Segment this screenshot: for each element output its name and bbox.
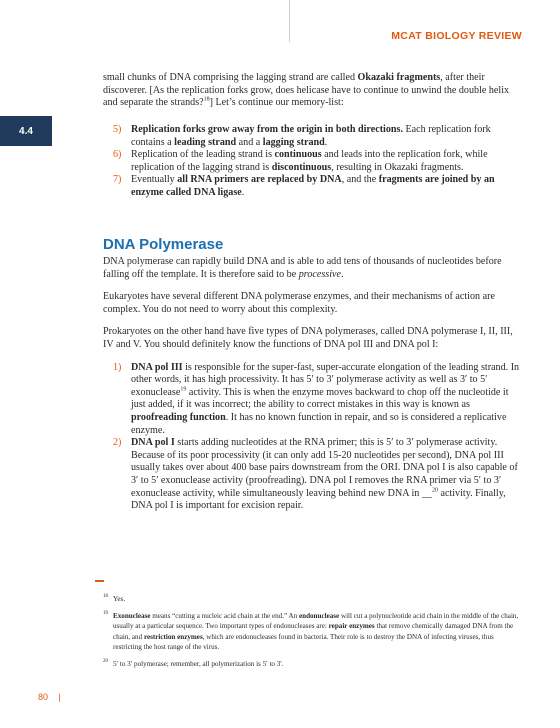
section-heading: DNA Polymerase xyxy=(103,236,224,253)
footnote-divider xyxy=(95,580,104,582)
footnotes xyxy=(103,594,523,676)
polymerase-list xyxy=(103,362,523,513)
running-head: MCAT BIOLOGY REVIEW xyxy=(391,30,522,42)
paragraph: Prokaryotes on the other hand have five types of DNA polymerases, called DNA polymerase I, II, III, IV and V. You should definitely know the functions of DNA pol III and DNA pol I: xyxy=(103,326,513,350)
footnote-19: 19 Exonuclease means “cutting a nucleic acid chain at the end.” An endonuclease will cut a polynucleotide acid chain in the middle of the chain, usually at a particular sequence. Two important types of endonucleases are: repair enzymes that remove chemically damaged DNA from the chain, and restriction enzymes, which are endonucleases found in bacteria. Their role is to destroy the DNA of infecting viruses, thus restricting the host range of the virus. xyxy=(103,610,519,652)
list-item: 1) DNA pol III is responsible for the super-fast, super-accurate elongation of the leading strand. In other words, it has high processivity. It has 5′ to 3′ polymerase activity as well as 3′ to 5′ exonuclease$^{19}$ activity. This is when the enzyme moves backward to chop off the nucleotide it just added, if it was incorrect; the ability to correct mistakes in this way is known as proofreading function. It has no known function in repair, and so is considered a replicative enzyme. xyxy=(113,361,520,436)
footnote-18: 18 Yes. xyxy=(103,594,126,603)
list-item: 2) DNA pol I starts adding nucleotides at the RNA primer; this is 5′ to 3′ polymerase activity. Because of its poor processivity (it can only add 15-20 nucleotides per second), DNA pol III usually takes over about 400 base pairs downstream from the ORI. DNA pol I is also capable of 3′ to 5′ exonuclease activity (proofreading). DNA pol I removes the RNA primer via 5′ to 3′ exonuclease activity, while simultaneously leaving behind new DNA in __$^{20}$ activity. Finally, DNA pol I is important for excision repair. xyxy=(113,437,518,512)
memory-list xyxy=(103,124,523,200)
header-divider xyxy=(289,0,290,42)
page-footer xyxy=(38,692,61,702)
footnote-ref-20[interactable]: 20 xyxy=(431,487,438,494)
footer-separator: | xyxy=(58,692,61,702)
footnote-ref-19[interactable]: 19 xyxy=(180,386,187,393)
footnote-ref-18[interactable]: 18 xyxy=(203,96,210,103)
list-item: 6) Replication of the leading strand is continuous and leads into the replication fork, while replication of the lagging strand is discontinuous, resulting in Okazaki fragments. xyxy=(113,149,488,173)
section-body xyxy=(103,256,523,513)
list-item: 7) Eventually all RNA primers are replaced by DNA, and the fragments are joined by an enzyme called DNA ligase. xyxy=(113,174,495,198)
paragraph: DNA polymerase can rapidly build DNA and is able to add tens of thousands of nucleotides before falling off the template. It is therefore said to be processive. xyxy=(103,256,502,280)
okazaki-term: Okazaki fragments xyxy=(357,72,441,83)
intro-paragraph: small chunks of DNA comprising the lagging strand are called Okazaki fragments, after their discoverer. [As the replication forks grow, does helicase have to continue to unwind the double helix and separate the strands?$^{18}$] Let’s continue our memory-list: xyxy=(103,72,510,109)
list-item: 5) Replication forks grow away from the origin in both directions. Each replication fork contains a leading strand and a lagging strand. xyxy=(113,124,491,148)
section-tab: 4.4 xyxy=(0,116,52,146)
footnote-20: 20 5′ to 3′ polymerase; remember, all polymerization is 5′ to 3′. xyxy=(103,658,284,668)
page-number: 80 xyxy=(38,692,49,702)
paragraph: Eukaryotes have several different DNA polymerase enzymes, and their mechanisms of action are complex. You do not need to worry about this complexity. xyxy=(103,291,495,315)
